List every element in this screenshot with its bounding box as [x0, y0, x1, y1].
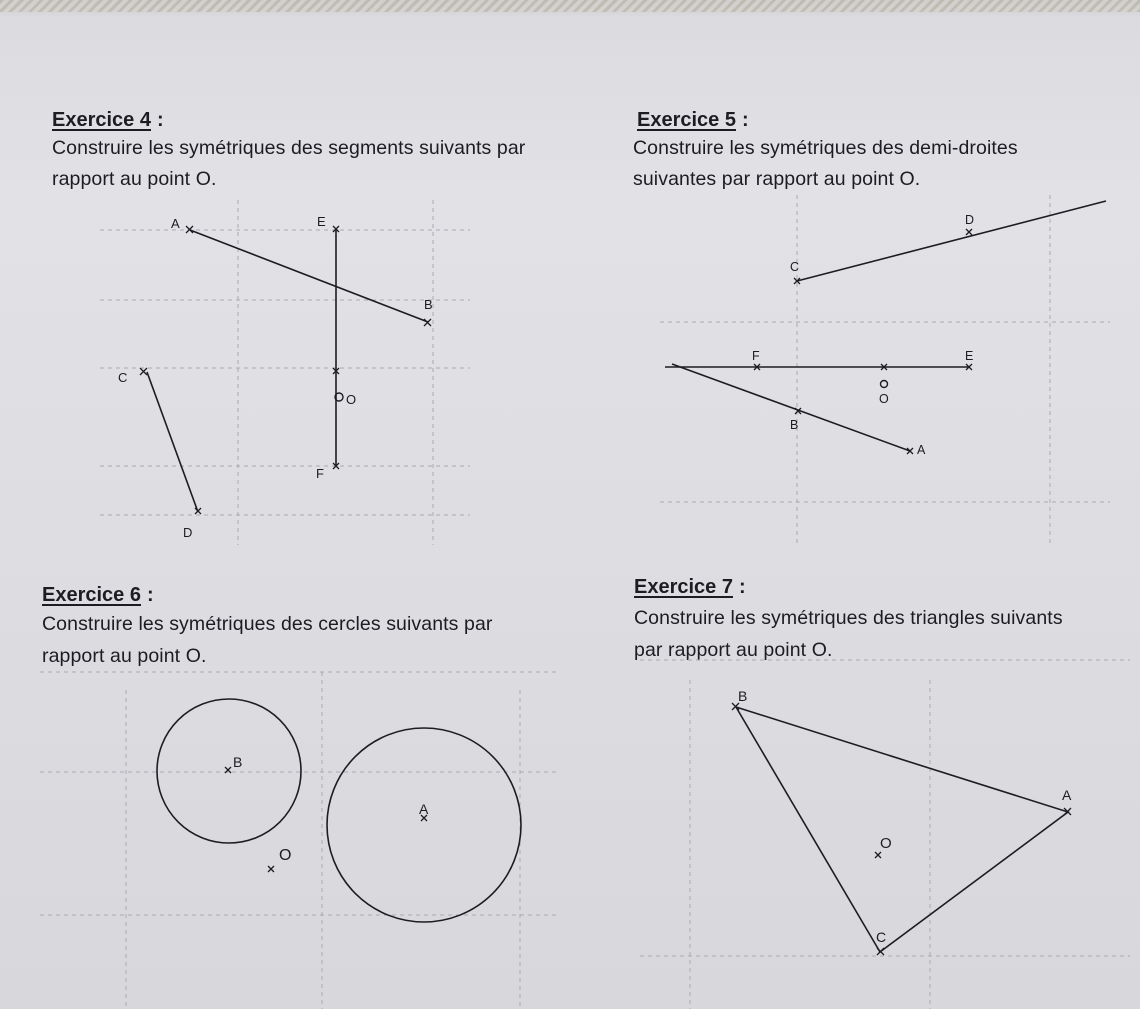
exercise-5-instruction-line-1: Construire les symétriques des demi-droites — [633, 137, 1018, 159]
cross-marks — [754, 229, 972, 454]
circle-center-A — [327, 728, 521, 922]
label-O: O — [880, 835, 892, 852]
label-A: A — [171, 216, 180, 231]
ray-BA — [672, 364, 910, 451]
label-D: D — [965, 213, 975, 227]
label-C: C — [790, 260, 800, 274]
label-C: C — [876, 929, 887, 945]
label-B: B — [790, 418, 799, 432]
exercise-5-instruction-line-2: suivantes par rapport au point O. — [633, 168, 921, 190]
label-A: A — [917, 443, 926, 457]
label-B: B — [233, 754, 243, 770]
exercise-4-instruction-line-1: Construire les symétriques des segments suivants par — [52, 137, 526, 159]
label-D: D — [183, 525, 193, 540]
triangle-ABC — [736, 707, 1068, 952]
label-O: O — [879, 392, 889, 406]
exercise-4-instruction-line-2: rapport au point O. — [52, 168, 217, 190]
label-B: B — [424, 297, 433, 312]
label-B: B — [738, 688, 748, 704]
label-A: A — [1062, 787, 1072, 803]
exercise-5-figure — [665, 201, 1106, 454]
exercise-6-title: Exercice 6 : — [42, 584, 154, 606]
exercise-6-instruction-line-2: rapport au point O. — [42, 645, 207, 667]
label-O: O — [279, 847, 292, 864]
label-C: C — [118, 370, 128, 385]
point-O-marker — [881, 381, 888, 388]
exercise-5-title: Exercice 5 : — [637, 109, 749, 131]
exercise-7-instruction-line-2: par rapport au point O. — [634, 639, 833, 661]
exercise-7-instruction-line-1: Construire les symétriques des triangles suivants — [634, 607, 1063, 629]
cross-marks — [732, 703, 1071, 955]
exercise-4-title: Exercice 4 : — [52, 109, 164, 131]
ray-CD — [797, 201, 1106, 281]
segment-CD — [147, 372, 198, 512]
exercise-4-figure — [140, 226, 431, 514]
label-E: E — [317, 214, 326, 229]
segment-AB — [190, 230, 428, 322]
exercise-5-labels — [752, 213, 974, 457]
cross-marks — [225, 767, 427, 872]
label-F: F — [752, 349, 760, 363]
exercise-7-title: Exercice 7 : — [634, 576, 746, 598]
label-A: A — [419, 801, 429, 817]
label-E: E — [965, 349, 974, 363]
exercise-6-labels — [233, 754, 429, 864]
label-O: O — [346, 392, 357, 407]
exercise-6-figure — [157, 699, 521, 922]
exercise-7-figure — [732, 703, 1071, 955]
exercise-7-labels — [738, 688, 1072, 945]
label-F: F — [316, 466, 324, 481]
exercise-6-instruction-line-1: Construire les symétriques des cercles suivants par — [42, 613, 493, 635]
